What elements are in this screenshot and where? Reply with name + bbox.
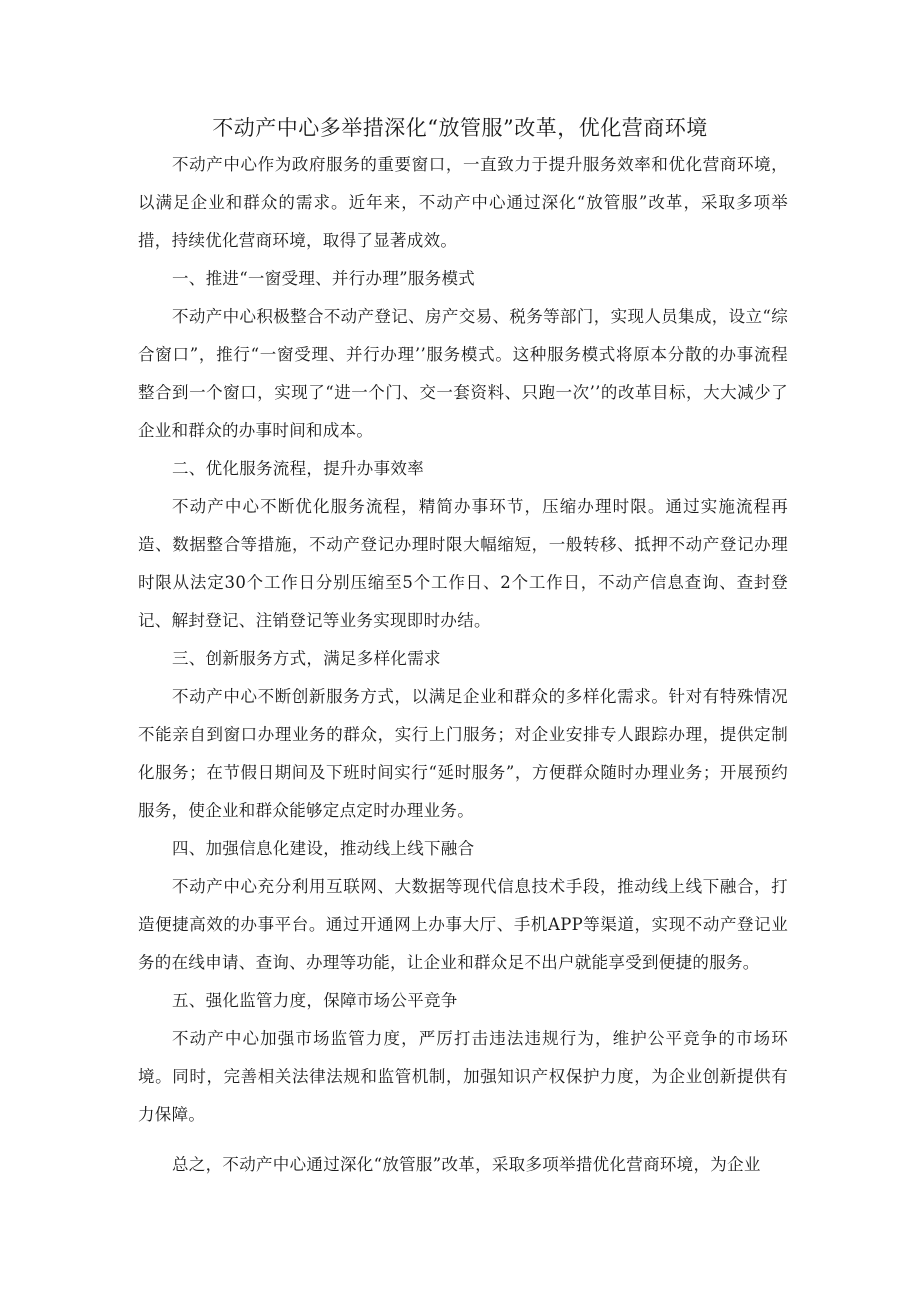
- section-2-body: 不动产中心不断优化服务流程，精简办事环节，压缩办理时限。通过实施流程再造、数据整合等措施，不动产登记办理时限大幅缩短，一般转移、抵押不动产登记办理时限从法定30个工作日分别压缩至5个工作日、2个工作日，不动产信息查询、查封登记、解封登记、注销登记等业务实现即时办结。: [138, 497, 788, 630]
- paragraph-gap: [138, 1134, 788, 1146]
- document-title: 不动产中心多举措深化“放管服”改革，优化营商环境: [212, 116, 708, 140]
- section-3-heading: 三、创新服务方式，满足多样化需求: [172, 649, 441, 668]
- section-5-heading: 五、强化监管力度，保障市场公平竞争: [172, 991, 458, 1010]
- section-3-body: 不动产中心不断创新服务方式，以满足企业和群众的多样化需求。针对有特殊情况不能亲自到窗口办理业务的群众，实行上门服务；对企业安排专人跟踪办理，提供定制化服务；在节假日期间及下班时间实行“延时服务”，方便群众随时办理业务；开展预约服务，使企业和群众能够定点定时办理业务。: [138, 687, 788, 820]
- conclusion-paragraph: 总之，不动产中心通过深化“放管服”改革，采取多项举措优化营商环境，为企业: [172, 1155, 761, 1174]
- section-5-body: 不动产中心加强市场监管力度，严厉打击违法违规行为，维护公平竞争的市场环境。同时，完善相关法律法规和监管机制，加强知识产权保护力度，为企业创新提供有力保障。: [138, 1029, 788, 1124]
- intro-paragraph: 不动产中心作为政府服务的重要窗口，一直致力于提升服务效率和优化营商环境，以满足企业和群众的需求。近年来，不动产中心通过深化“放管服”改革，采取多项举措，持续优化营商环境，取得了显著成效。: [138, 155, 788, 250]
- section-1-body: 不动产中心积极整合不动产登记、房产交易、税务等部门，实现人员集成，设立“综合窗口”，推行“一窗受理、并行办理’’服务模式。这种服务模式将原本分散的办事流程整合到一个窗口，实现了“进一个门、交一套资料、只跑一次’’的改革目标，大大减少了企业和群众的办事时间和成本。: [138, 307, 788, 440]
- section-4-body: 不动产中心充分利用互联网、大数据等现代信息技术手段，推动线上线下融合，打造便捷高效的办事平台。通过开通网上办事大厅、手机APP等渠道，实现不动产登记业务的在线申请、查询、办理等功能，让企业和群众足不出户就能享受到便捷的服务。: [138, 877, 788, 972]
- section-2-heading: 二、优化服务流程，提升办事效率: [172, 459, 424, 478]
- section-4-heading: 四、加强信息化建设，推动线上线下融合: [172, 839, 475, 858]
- section-1-heading: 一、推进“一窗受理、并行办理”服务模式: [172, 269, 476, 288]
- document-body: [138, 146, 788, 1184]
